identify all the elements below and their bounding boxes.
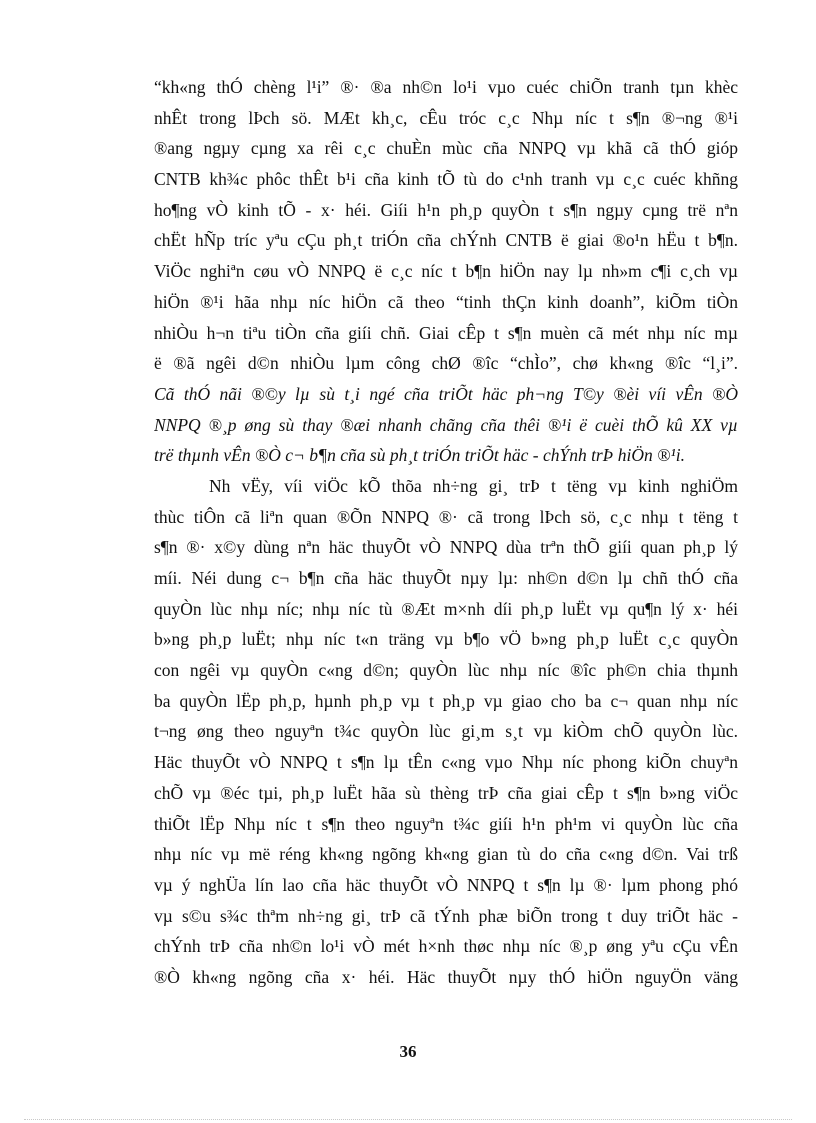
text-line: chËt hÑp tríc yªu cÇu ph¸t triÓn cña chÝnh CNTB ë giai ®o¹n hËu t b¶n. — [154, 230, 738, 251]
text-line: “kh«ng thÓ chèng l¹i” ®· ®a nh©n lo¹i vµo cuéc chiÕn tranh tµn khèc — [154, 77, 738, 97]
text-line: CNTB kh¾c phôc thÊt b¹i cña kinh tÕ tù do c¹nh tranh vµ c¸c cuéc khñng — [154, 169, 738, 190]
text-line: thùc tiÔn cã liªn quan ®Õn NNPQ ®· cã trong lÞch sö, c¸c nhµ t tëng t — [154, 506, 738, 527]
text-line: trë thµnh vÊn ®Ò c¬ b¶n cña sù ph¸t triÓn triÕt häc - chÝnh trÞ hiÖn ®¹i. — [154, 445, 685, 466]
text-line: ho¶ng vÒ kinh tÕ - x· héi. Giíi h¹n ph¸p quyÒn t s¶n ngµy cµng trë nªn — [154, 199, 738, 220]
text-line: chÝnh trÞ cña nh©n lo¹i vÒ mét h×nh thøc nhµ níc ®¸p øng yªu cÇu vÊn — [154, 936, 738, 957]
text-line: nhiÒu h¬n tiªu tiÒn cña giíi chñ. Giai cÊp t s¶n muèn cã mét nhµ níc mµ — [154, 322, 738, 343]
text-line: ®ang ngµy cµng xa rêi c¸c chuÈn mùc cña NNPQ vµ khã cã thÓ gióp — [154, 138, 738, 159]
text-line: vµ s©u s¾c thªm nh÷ng gi¸ trÞ cã tÝnh phæ biÕn trong t duy triÕt häc - — [154, 905, 738, 926]
text-line: ë ®ã ngêi d©n nhiÒu lµm công chØ ®îc “chÌo”, chø kh«ng ®îc “l¸i”. — [154, 353, 738, 374]
text-line: Häc thuyÕt vÒ NNPQ t s¶n lµ tÊn c«ng vµo Nhµ níc phong kiÕn chuyªn — [154, 752, 738, 773]
paragraph-1-italic — [154, 379, 738, 471]
text-line: nhµ níc vµ më réng kh«ng ngõng kh«ng gian tù do cña c«ng d©n. Vai trß — [154, 844, 738, 865]
text-line: ®Ò kh«ng ngõng cña x· héi. Häc thuyÕt nµy thÓ hiÖn nguyÖn väng — [154, 966, 738, 987]
paragraph-1 — [154, 72, 738, 379]
text-line: ba quyÒn lËp ph¸p, hµnh ph¸p vµ t ph¸p vµ giao cho ba c¬ quan nhµ níc — [154, 690, 738, 711]
text-line: hiÖn ®¹i hãa nhµ níc hiÖn cã theo “tinh thÇn kinh doanh”, kiÕm tiÒn — [154, 291, 738, 312]
page-bottom-divider — [24, 1119, 792, 1120]
text-line: t¬ng øng theo nguyªn t¾c quyÒn lùc gi¸m s¸t vµ kiÒm chÕ quyÒn lùc. — [154, 721, 738, 742]
text-line: thiÕt lËp Nhµ níc t s¶n theo nguyªn t¾c giíi h¹n ph¹m vi quyÒn lùc cña — [154, 813, 738, 834]
text-line: míi. Néi dung c¬ b¶n cña häc thuyÕt nµy lµ: nh©n d©n lµ chñ thÓ cña — [154, 568, 738, 588]
text-line: chÕ vµ ®éc tµi, ph¸p luËt hãa sù thèng trÞ cña giai cÊp t s¶n b»ng viÖc — [154, 782, 738, 803]
body-text — [154, 72, 738, 993]
text-line: ViÖc nghiªn cøu vÒ NNPQ ë c¸c níc t b¶n hiÖn nay lµ nh»m c¶i c¸ch vµ — [154, 261, 738, 282]
text-line: Nh vËy, víi viÖc kÕ thõa nh÷ng gi¸ trÞ t tëng vµ kinh nghiÖm — [209, 475, 738, 496]
text-line: Cã thÓ nãi ®©y lµ sù t¸i ngé cña triÕt häc ph¬ng T©y ®èi víi vÊn ®Ò — [154, 383, 738, 404]
text-line: b»ng ph¸p luËt; nhµ níc t«n träng vµ b¶o vÖ b»ng ph¸p luËt c¸c quyÒn — [154, 629, 738, 650]
text-line: quyÒn lùc nhµ níc; nhµ níc tù ®Æt m×nh díi ph¸p luËt vµ qu¶n lý x· héi — [154, 598, 738, 619]
text-line: NNPQ ®¸p øng sù thay ®æi nhanh chãng cña thêi ®¹i ë cuèi thÕ kû XX vµ — [154, 414, 738, 435]
text-line: s¶n ®· x©y dùng nªn häc thuyÕt vÒ NNPQ dùa trªn thÕ giíi quan ph¸p lý — [154, 537, 738, 558]
page-number: 36 — [399, 1042, 417, 1061]
text-line: con ngêi vµ quyÒn c«ng d©n; quyÒn lùc nhµ níc ®îc ph©n chia thµnh — [154, 660, 738, 681]
paragraph-2 — [154, 471, 738, 993]
text-line: vµ ý nghÜa lín lao cña häc thuyÕt vÒ NNPQ t s¶n lµ ®· lµm phong phó — [154, 874, 738, 895]
text-line: nhÊt trong lÞch sö. MÆt kh¸c, cÊu tróc c¸c Nhµ níc t s¶n ®¬ng ®¹i — [154, 107, 738, 128]
